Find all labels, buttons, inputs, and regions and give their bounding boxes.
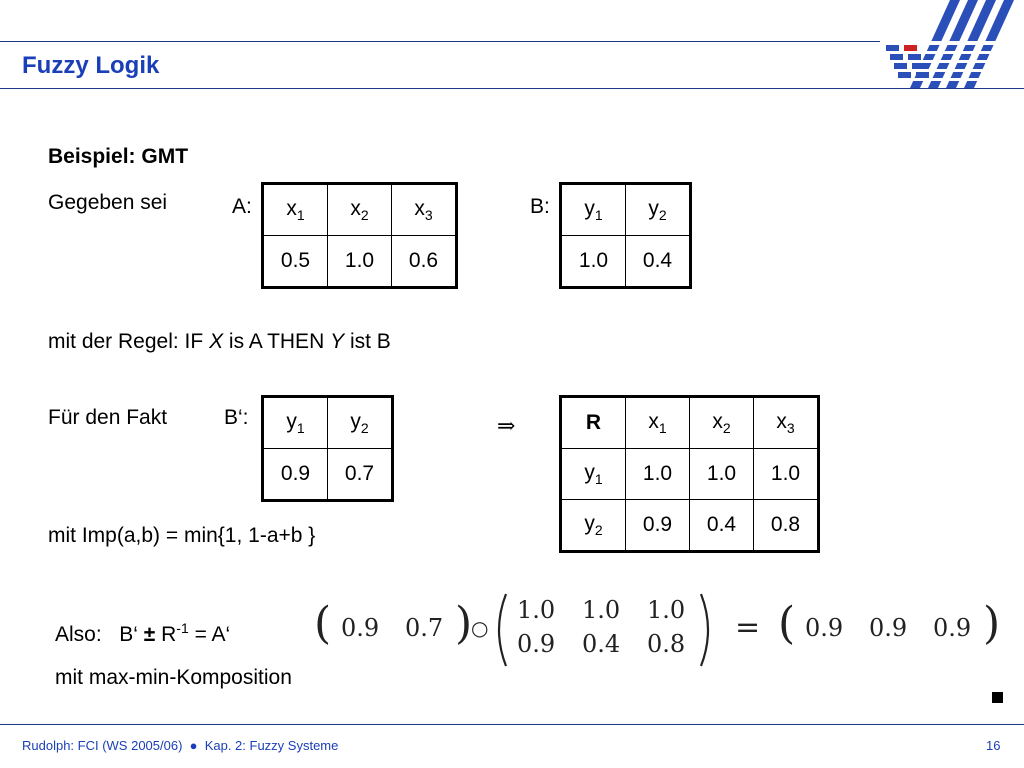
table-b-value: 0.4 (626, 236, 691, 288)
table-r-col-header: $x_3$ (754, 397, 819, 449)
table-r-row-header: $y_2$ (561, 500, 626, 552)
fact-label: Für den Fakt (48, 406, 168, 429)
result-value: 0.9 (805, 614, 844, 642)
table-bprime (261, 395, 394, 502)
table-b-label: B: (530, 195, 550, 218)
vector-value: 0.9 (341, 614, 380, 642)
given-label: Gegeben sei (48, 191, 168, 214)
header-top-line (0, 41, 880, 42)
table-a (261, 182, 458, 289)
matrix-cell: 1.0 (647, 596, 686, 624)
result-value: 0.9 (869, 614, 908, 642)
matrix-right-paren (699, 592, 717, 668)
table-a-value: 0.5 (263, 236, 328, 288)
matrix-cell: 0.9 (517, 630, 556, 658)
table-r-value: 0.8 (754, 500, 819, 552)
table-a-header: $x_3$ (392, 184, 457, 236)
page-number: 16 (986, 738, 1001, 753)
table-r-value: 1.0 (754, 449, 819, 500)
footer-text: Rudolph: FCI (WS 2005/06) ● Kap. 2: Fuzzy Systeme (22, 738, 339, 753)
vector-left-paren: ( (314, 598, 332, 649)
result-left-paren: ( (778, 598, 796, 649)
also-label: Also: (55, 623, 102, 646)
matrix-cell: 0.4 (582, 630, 621, 658)
header-bottom-line (0, 88, 1024, 89)
result-value: 0.9 (933, 614, 972, 642)
page-title: Fuzzy Logik (22, 52, 160, 79)
table-a-value: 0.6 (392, 236, 457, 288)
table-r-col-header: $x_2$ (690, 397, 754, 449)
table-b-value: 1.0 (561, 236, 626, 288)
university-logo-icon (880, 0, 1024, 92)
table-bprime-value: 0.9 (263, 449, 328, 501)
matrix-cell: 1.0 (582, 596, 621, 624)
vector-right-paren: ) (455, 598, 473, 649)
table-bprime-header: $y_2$ (328, 397, 393, 449)
matrix-left-paren (490, 592, 508, 668)
matrix-cell: 1.0 (517, 596, 556, 624)
rule-text: mit der Regel: IF X is A THEN Y ist B (48, 330, 391, 353)
compose-operator: ○ (471, 616, 489, 640)
table-a-header: $x_1$ (263, 184, 328, 236)
implies-arrow: ⇒ (497, 414, 516, 439)
table-r-value: 0.4 (690, 500, 754, 552)
equals-sign: = (735, 610, 761, 645)
table-r-value: 1.0 (690, 449, 754, 500)
table-bprime-header: $y_1$ (263, 397, 328, 449)
table-a-header: $x_2$ (328, 184, 392, 236)
table-r-row-header: $y_1$ (561, 449, 626, 500)
conclusion-line: Also: B‘ ± $R^{-1}$ = A‘ (55, 620, 231, 646)
table-b (559, 182, 692, 289)
qed-square-icon (992, 692, 1003, 703)
vector-value: 0.7 (405, 614, 444, 642)
table-bprime-label: B‘: (224, 406, 249, 429)
example-heading: Beispiel: GMT (48, 145, 189, 168)
table-bprime-value: 0.7 (328, 449, 393, 501)
implication-definition: mit Imp(a,b) = min{1, 1-a+b } (48, 524, 316, 547)
table-r-value: 0.9 (626, 500, 690, 552)
table-a-label: A: (232, 195, 252, 218)
table-r (559, 395, 820, 553)
matrix-cell: 0.8 (647, 630, 686, 658)
result-right-paren: ) (983, 598, 1001, 649)
table-r-corner: R (561, 397, 626, 449)
footer-line (0, 724, 1024, 725)
table-r-value: 1.0 (626, 449, 690, 500)
composition-label: mit max-min-Komposition (55, 666, 292, 689)
table-a-value: 1.0 (328, 236, 392, 288)
table-b-header: $y_1$ (561, 184, 626, 236)
table-r-col-header: $x_1$ (626, 397, 690, 449)
table-b-header: $y_2$ (626, 184, 691, 236)
